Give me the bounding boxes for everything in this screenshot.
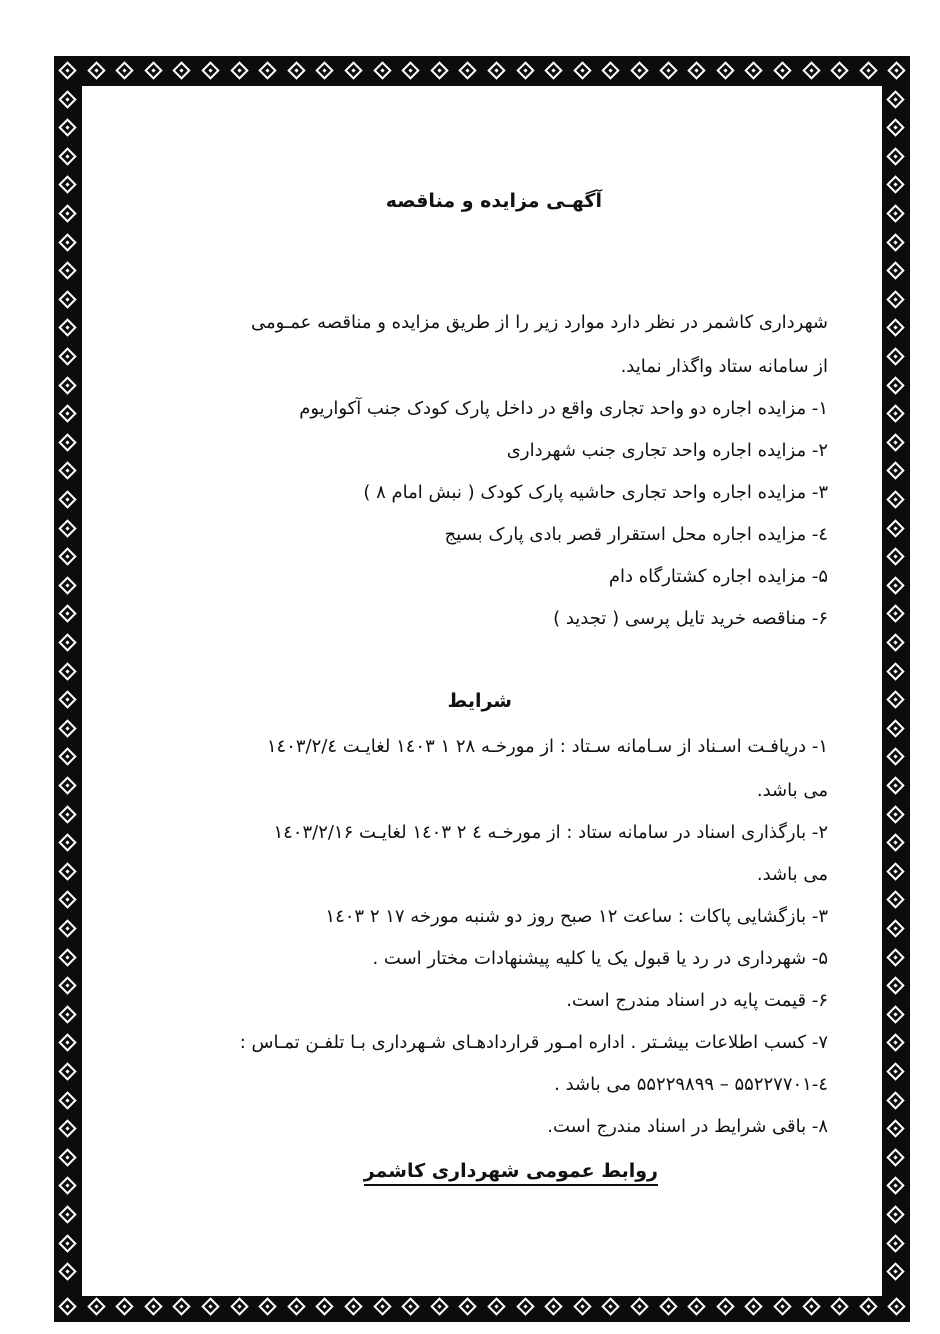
border-diamond-ornament xyxy=(630,1297,648,1315)
border-diamond-ornament xyxy=(58,1205,76,1223)
border-diamond-ornament xyxy=(802,1297,820,1315)
border-diamond-ornament xyxy=(830,61,848,79)
border-diamond-ornament xyxy=(58,662,76,680)
border-diamond-ornament xyxy=(58,1005,76,1023)
border-diamond-ornament xyxy=(58,805,76,823)
border-diamond-ornament xyxy=(287,61,305,79)
border-diamond-ornament xyxy=(630,61,648,79)
border-diamond-ornament xyxy=(58,833,76,851)
border-diamond-ornament xyxy=(258,1297,276,1315)
border-diamond-ornament xyxy=(888,61,906,79)
border-diamond-ornament xyxy=(573,1297,591,1315)
border-diamond-ornament xyxy=(886,1091,904,1109)
border-diamond-ornament xyxy=(886,319,904,337)
border-diamond-ornament xyxy=(745,61,763,79)
border-diamond-ornament xyxy=(430,1297,448,1315)
border-diamond-ornament xyxy=(258,61,276,79)
border-diamond-ornament xyxy=(287,1297,305,1315)
border-diamond-ornament xyxy=(58,547,76,565)
border-diamond-ornament xyxy=(773,61,791,79)
border-diamond-ornament xyxy=(516,1297,534,1315)
border-diamond-ornament xyxy=(886,1205,904,1223)
border-diamond-ornament xyxy=(487,1297,505,1315)
border-diamond-ornament xyxy=(659,1297,677,1315)
border-diamond-ornament xyxy=(201,61,219,79)
border-diamond-ornament xyxy=(886,547,904,565)
border-diamond-ornament xyxy=(716,1297,734,1315)
border-diamond-ornament xyxy=(58,433,76,451)
border-diamond-ornament xyxy=(58,776,76,794)
condition-2: ۲- بارگذاری اسناد در سامانه ستاد : از مورخـه ٤ ۲ ۱٤۰۳ لغایـت ۱٤۰۳/۲/۱۶ xyxy=(273,822,828,843)
border-diamond-ornament xyxy=(58,862,76,880)
border-diamond-ornament xyxy=(459,1297,477,1315)
border-diamond-ornament xyxy=(886,404,904,422)
item-6: ۶- مناقصه خرید تایل پرسی ( تجدید ) xyxy=(553,608,828,629)
border-diamond-ornament xyxy=(58,1062,76,1080)
border-diamond-ornament xyxy=(886,118,904,136)
border-diamond-ornament xyxy=(886,376,904,394)
border-diamond-ornament xyxy=(58,261,76,279)
border-diamond-ornament xyxy=(58,462,76,480)
border-diamond-ornament xyxy=(316,61,334,79)
intro-line-2: از سامانه ستاد واگذار نماید. xyxy=(620,356,828,377)
border-diamond-ornament xyxy=(58,1234,76,1252)
item-5: ۵- مزایده اجاره کشتارگاه دام xyxy=(608,566,828,587)
border-diamond-ornament xyxy=(886,1119,904,1137)
border-diamond-ornament xyxy=(58,519,76,537)
item-1: ۱- مزایده اجاره دو واحد تجاری واقع در داخل پارک کودک جنب آکواریوم xyxy=(299,398,828,419)
border-diamond-ornament xyxy=(201,1297,219,1315)
condition-8: ۸- باقی شرایط در اسناد مندرج است. xyxy=(547,1116,828,1137)
border-diamond-ornament xyxy=(886,90,904,108)
item-4: ٤- مزایده اجاره محل استقرار قصر بادی پارک بسیج xyxy=(444,524,828,545)
border-diamond-ornament xyxy=(58,719,76,737)
border-diamond-ornament xyxy=(773,1297,791,1315)
border-diamond-ornament xyxy=(58,376,76,394)
border-diamond-ornament xyxy=(888,1297,906,1315)
border-diamond-ornament xyxy=(687,1297,705,1315)
border-diamond-ornament xyxy=(886,462,904,480)
border-diamond-ornament xyxy=(886,290,904,308)
border-diamond-ornament xyxy=(58,1177,76,1195)
border-diamond-ornament xyxy=(58,976,76,994)
border-diamond-ornament xyxy=(573,61,591,79)
border-diamond-ornament xyxy=(58,919,76,937)
border-diamond-ornament xyxy=(886,576,904,594)
border-diamond-ornament xyxy=(886,633,904,651)
border-diamond-ornament xyxy=(886,204,904,222)
border-diamond-ornament xyxy=(886,1148,904,1166)
border-diamond-ornament xyxy=(58,891,76,909)
item-3: ۳- مزایده اجاره واحد تجاری حاشیه پارک کودک ( نبش امام ۸ ) xyxy=(363,482,828,503)
border-diamond-ornament xyxy=(58,61,76,79)
border-diamond-ornament xyxy=(58,176,76,194)
conditions-heading: شرایط xyxy=(447,690,512,712)
border-diamond-ornament xyxy=(401,1297,419,1315)
border-diamond-ornament xyxy=(802,61,820,79)
border-diamond-ornament xyxy=(58,1262,76,1280)
border-diamond-ornament xyxy=(516,61,534,79)
condition-1: ۱- دریافـت اسـناد از سـامانه سـتاد : از مورخـه ۲۸ ۱ ۱٤۰۳ لغایـت ۱٤۰۳/۲/٤ xyxy=(266,736,828,757)
border-diamond-ornament xyxy=(859,61,877,79)
item-2: ۲- مزایده اجاره واحد تجاری جنب شهرداری xyxy=(506,440,828,461)
condition-3: ۳- بازگشایی پاکات : ساعت ۱۲ صبح روز دو شنبه مورخه ۱۷ ۲ ۱٤۰۳ xyxy=(325,906,828,927)
border-diamond-ornament xyxy=(886,347,904,365)
border-diamond-ornament xyxy=(58,347,76,365)
border-diamond-ornament xyxy=(659,61,677,79)
border-diamond-ornament xyxy=(544,1297,562,1315)
border-diamond-ornament xyxy=(115,1297,133,1315)
border-diamond-ornament xyxy=(230,61,248,79)
border-diamond-ornament xyxy=(886,1062,904,1080)
border-diamond-ornament xyxy=(886,1005,904,1023)
border-diamond-ornament xyxy=(544,61,562,79)
border-diamond-ornament xyxy=(886,748,904,766)
border-diamond-ornament xyxy=(58,490,76,508)
border-diamond-ornament xyxy=(58,404,76,422)
border-diamond-ornament xyxy=(886,519,904,537)
border-diamond-ornament xyxy=(58,233,76,251)
condition-7-phones: ٤-۵۵۲۲۷۷۰۱ – ۵۵۲۲۹۸۹۹ می باشد . xyxy=(554,1074,828,1095)
border-diamond-ornament xyxy=(886,690,904,708)
border-diamond-ornament xyxy=(487,61,505,79)
border-diamond-ornament xyxy=(58,1034,76,1052)
border-diamond-ornament xyxy=(886,662,904,680)
border-diamond-ornament xyxy=(886,1177,904,1195)
border-diamond-ornament xyxy=(886,1034,904,1052)
border-diamond-ornament xyxy=(859,1297,877,1315)
border-diamond-ornament xyxy=(58,1119,76,1137)
border-diamond-ornament xyxy=(886,233,904,251)
border-diamond-ornament xyxy=(58,1148,76,1166)
border-diamond-ornament xyxy=(886,976,904,994)
border-diamond-ornament xyxy=(344,1297,362,1315)
border-diamond-ornament xyxy=(115,61,133,79)
border-diamond-ornament xyxy=(58,948,76,966)
border-diamond-ornament xyxy=(830,1297,848,1315)
border-diamond-ornament xyxy=(886,919,904,937)
border-diamond-ornament xyxy=(886,605,904,623)
border-diamond-ornament xyxy=(886,1234,904,1252)
condition-5: ۵- شهرداری در رد یا قبول یک یا کلیه پیشنهادات مختار است . xyxy=(372,948,828,969)
border-diamond-ornament xyxy=(602,61,620,79)
condition-6: ۶- قیمت پایه در اسناد مندرج است. xyxy=(566,990,828,1011)
border-diamond-ornament xyxy=(373,61,391,79)
border-diamond-ornament xyxy=(886,1262,904,1280)
border-diamond-ornament xyxy=(58,319,76,337)
border-diamond-ornament xyxy=(886,719,904,737)
border-diamond-ornament xyxy=(886,833,904,851)
border-diamond-ornament xyxy=(886,805,904,823)
border-diamond-ornament xyxy=(886,948,904,966)
border-diamond-ornament xyxy=(373,1297,391,1315)
border-diamond-ornament xyxy=(230,1297,248,1315)
border-diamond-ornament xyxy=(401,61,419,79)
border-diamond-ornament xyxy=(58,605,76,623)
border-diamond-ornament xyxy=(173,61,191,79)
border-diamond-ornament xyxy=(886,176,904,194)
border-diamond-ornament xyxy=(344,61,362,79)
border-diamond-ornament xyxy=(58,633,76,651)
border-diamond-ornament xyxy=(886,147,904,165)
border-diamond-ornament xyxy=(745,1297,763,1315)
intro-line-1: شهرداری کاشمر در نظر دارد موارد زیر را از طریق مزایده و مناقصه عمـومی xyxy=(251,312,828,333)
border-diamond-ornament xyxy=(87,61,105,79)
border-diamond-ornament xyxy=(87,1297,105,1315)
border-diamond-ornament xyxy=(58,147,76,165)
border-diamond-ornament xyxy=(687,61,705,79)
border-diamond-ornament xyxy=(316,1297,334,1315)
signature: روابط عمومی شهرداری کاشمر xyxy=(364,1160,658,1186)
condition-7: ۷- کسب اطلاعات بیشـتر . اداره امـور قراردادهـای شـهرداری بـا تلفـن تمـاس : xyxy=(239,1032,828,1053)
border-diamond-ornament xyxy=(58,90,76,108)
border-diamond-ornament xyxy=(173,1297,191,1315)
border-diamond-ornament xyxy=(58,690,76,708)
border-diamond-ornament xyxy=(886,891,904,909)
border-diamond-ornament xyxy=(886,862,904,880)
border-diamond-ornament xyxy=(886,490,904,508)
border-diamond-ornament xyxy=(144,61,162,79)
border-diamond-ornament xyxy=(886,261,904,279)
border-diamond-ornament xyxy=(58,576,76,594)
condition-2-cont: می باشد. xyxy=(756,864,828,885)
border-diamond-ornament xyxy=(58,204,76,222)
border-diamond-ornament xyxy=(716,61,734,79)
border-diamond-ornament xyxy=(58,1297,76,1315)
border-diamond-ornament xyxy=(58,118,76,136)
border-diamond-ornament xyxy=(430,61,448,79)
border-diamond-ornament xyxy=(144,1297,162,1315)
condition-1-cont: می باشد. xyxy=(756,780,828,801)
border-diamond-ornament xyxy=(459,61,477,79)
border-diamond-ornament xyxy=(58,1091,76,1109)
border-diamond-ornament xyxy=(886,776,904,794)
border-diamond-ornament xyxy=(58,290,76,308)
announcement-title: آگهـی مزایده و مناقصه xyxy=(385,190,602,212)
border-diamond-ornament xyxy=(58,748,76,766)
border-diamond-ornament xyxy=(602,1297,620,1315)
border-diamond-ornament xyxy=(886,433,904,451)
